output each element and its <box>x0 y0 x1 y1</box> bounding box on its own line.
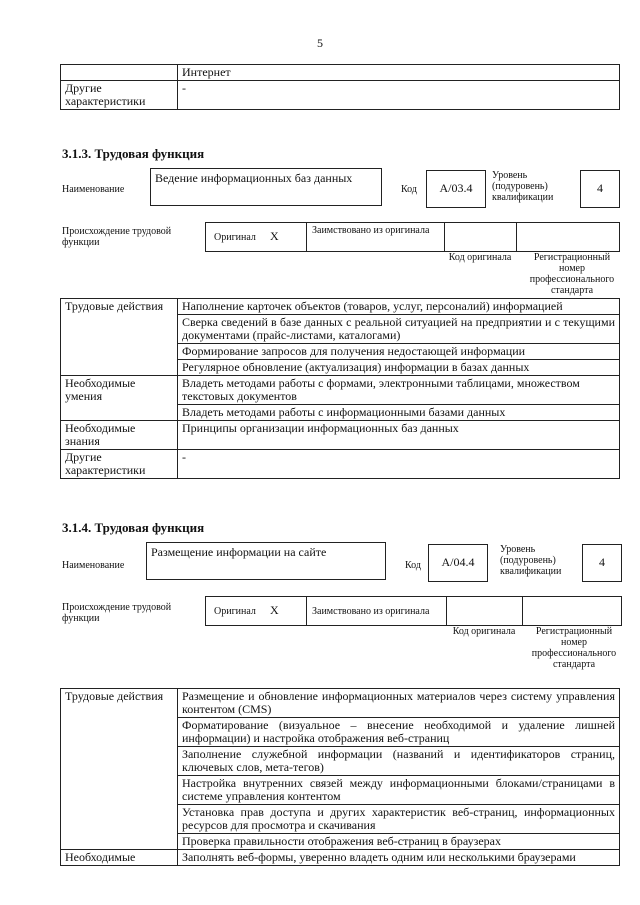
function-name-box <box>146 542 386 580</box>
table-row <box>61 689 620 718</box>
table-cell: Принципы организации информационных баз данных <box>178 421 620 450</box>
function-name-box <box>150 168 382 206</box>
table-cell: Заполнять веб-формы, уверенно владеть одним или несколькими браузерами <box>178 850 620 866</box>
code-label: Код <box>405 560 421 571</box>
code-box <box>428 544 488 582</box>
table-cell: Формирование запросов для получения недостающей информации <box>178 344 620 360</box>
level-label: Уровень (подуровень) квалификации <box>492 170 554 203</box>
function-details-table <box>60 688 620 866</box>
code-value: А/03.4 <box>439 181 473 195</box>
code-box <box>426 170 486 208</box>
table-cell: Форматирование (визуальное – внесение необходимой и удаление лишней информации) и настройка отображения веб-страниц <box>178 718 620 747</box>
divider <box>446 597 447 625</box>
table-cell: Наполнение карточек объектов (товаров, услуг, персоналий) информацией <box>178 299 620 315</box>
original-label: Оригинал <box>214 606 256 617</box>
original-label: Оригинал <box>214 232 256 243</box>
table-cell: Владеть методами работы с формами, электронными таблицами, множеством текстовых документов <box>178 376 620 405</box>
code-original-label: Код оригинала <box>448 252 512 263</box>
table-row <box>61 450 620 479</box>
table-cell: Настройка внутренних связей между информационными блоками/страницами в системе управления контентом <box>178 776 620 805</box>
row-value: Интернет <box>178 65 620 81</box>
table-cell: Размещение и обновление информационных материалов через систему управления контентом (CMS) <box>178 689 620 718</box>
section-heading: 3.1.4. Трудовая функция <box>62 520 205 535</box>
level-value: 4 <box>599 555 605 569</box>
name-label: Наименование <box>62 184 125 195</box>
row-label: Другие характеристики <box>61 81 178 110</box>
table-cell: Регулярное обновление (актуализация) информации в базах данных <box>178 360 620 376</box>
origin-label: Происхождение трудовой функции <box>62 602 172 624</box>
reg-number-label: Регистрационный номер профессионального стандарта <box>531 626 617 670</box>
table-cell: Владеть методами работы с информационными базами данных <box>178 405 620 421</box>
code-value: А/04.4 <box>441 555 475 569</box>
original-mark: Х <box>270 229 279 243</box>
divider <box>516 223 517 251</box>
origin-box <box>205 596 622 626</box>
level-box <box>582 544 622 582</box>
table-row <box>61 376 620 405</box>
table-row <box>61 850 620 866</box>
row-label: Необходимые знания <box>61 421 178 450</box>
code-original-label: Код оригинала <box>452 626 516 637</box>
table-row <box>61 65 620 81</box>
row-label: Трудовые действия <box>61 299 178 376</box>
divider <box>444 223 445 251</box>
level-box <box>580 170 620 208</box>
section-heading: 3.1.3. Трудовая функция <box>62 146 205 161</box>
table-cell: Установка прав доступа и других характеристик веб-страниц, информационных ресурсов для просмотра и скачивания <box>178 805 620 834</box>
level-value: 4 <box>597 181 603 195</box>
name-label: Наименование <box>62 560 125 571</box>
borrowed-label: Заимствовано из оригинала <box>312 225 430 236</box>
table-cell: - <box>178 450 620 479</box>
function-name: Размещение информации на сайте <box>151 545 327 559</box>
row-label: Необходимые <box>61 850 178 866</box>
code-label: Код <box>401 184 417 195</box>
function-name: Ведение информационных баз данных <box>155 171 353 185</box>
row-label <box>61 65 178 81</box>
row-label: Трудовые действия <box>61 689 178 850</box>
function-details-table <box>60 298 620 479</box>
origin-label: Происхождение трудовой функции <box>62 226 172 248</box>
table-row <box>61 299 620 315</box>
divider <box>306 597 307 625</box>
table-cell: Проверка правильности отображения веб-страниц в браузерах <box>178 834 620 850</box>
divider <box>522 597 523 625</box>
row-label: Необходимые умения <box>61 376 178 421</box>
top-table <box>60 64 620 110</box>
original-mark: Х <box>270 603 279 617</box>
table-row <box>61 421 620 450</box>
borrowed-label: Заимствовано из оригинала <box>312 606 430 617</box>
divider <box>306 223 307 251</box>
row-value: - <box>178 81 620 110</box>
table-row <box>61 81 620 110</box>
reg-number-label: Регистрационный номер профессионального стандарта <box>529 252 615 296</box>
origin-box <box>205 222 620 252</box>
row-label: Другие характеристики <box>61 450 178 479</box>
table-cell: Заполнение служебной информации (названий и идентификаторов страниц, ключевых слов, мета-тегов) <box>178 747 620 776</box>
page-number: 5 <box>317 36 323 50</box>
level-label: Уровень (подуровень) квалификации <box>500 544 562 577</box>
table-cell: Сверка сведений в базе данных с реальной ситуацией на предприятии и с текущими документами (прайс-листами, каталогами) <box>178 315 620 344</box>
